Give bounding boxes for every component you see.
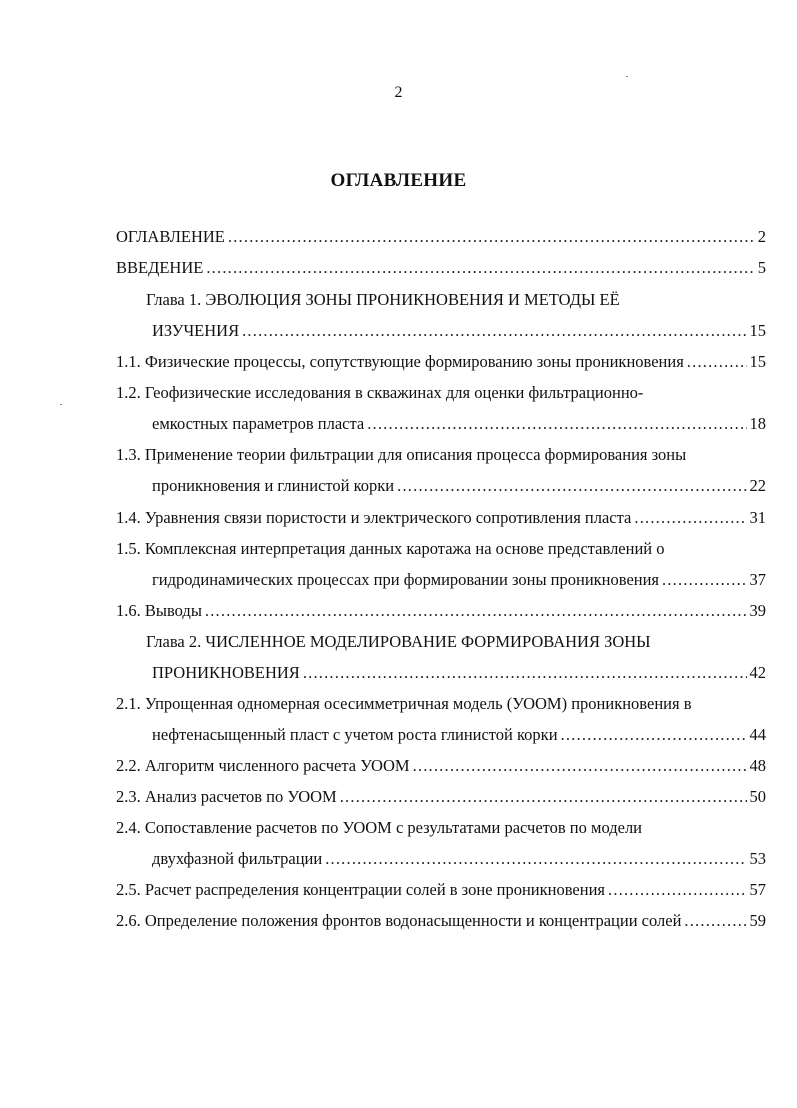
toc-entry[interactable] <box>152 569 766 591</box>
toc-entry-page: 48 <box>749 756 766 775</box>
toc-entry-page: 15 <box>749 321 766 340</box>
leader-dots <box>242 320 746 342</box>
toc-entry[interactable] <box>116 879 766 901</box>
toc-entry-title: 2.5. Расчет распределения концентрации солей в зоне проникновения <box>116 880 605 899</box>
leader-dots <box>687 351 747 373</box>
toc-entry-title: ВВЕДЕНИЕ <box>116 258 204 277</box>
toc-entry[interactable] <box>152 662 766 684</box>
toc-entry-page: 57 <box>749 880 766 899</box>
toc-entry-page: 2 <box>757 227 766 246</box>
toc-entry-first-line[interactable]: 2.4. Сопоставление расчетов по УООМ с результатами расчетов по модели <box>116 818 643 837</box>
toc-entry[interactable] <box>152 724 766 746</box>
scan-speck <box>60 404 62 405</box>
leader-dots <box>413 755 747 777</box>
toc-entry-title: 1.4. Уравнения связи пористости и электрического сопротивления пласта <box>116 508 632 527</box>
page-number: 2 <box>394 84 403 101</box>
toc-entry-page: 15 <box>749 352 766 371</box>
toc-entry-title: емкостных параметров пласта <box>152 414 365 433</box>
scan-speck <box>626 76 628 77</box>
leader-dots <box>228 226 755 248</box>
toc-entry-first-line[interactable]: 1.3. Применение теории фильтрации для описания процесса формирования зоны <box>116 445 687 464</box>
toc-entry[interactable] <box>152 320 766 342</box>
toc-entry-page: 59 <box>749 911 766 930</box>
toc-entry[interactable] <box>116 507 766 529</box>
leader-dots <box>608 879 747 901</box>
toc-entry-page: 44 <box>749 725 766 744</box>
toc-entry[interactable] <box>116 910 766 932</box>
page-title: ОГЛАВЛЕНИЕ <box>330 170 467 191</box>
toc-entry-first-line[interactable]: 1.5. Комплексная интерпретация данных каротажа на основе представлений о <box>116 539 665 558</box>
leader-dots <box>684 910 746 932</box>
toc-entry-page: 37 <box>749 570 766 589</box>
leader-dots <box>397 475 746 497</box>
toc-entry[interactable] <box>152 413 766 435</box>
toc-entry-title: 1.6. Выводы <box>116 601 202 620</box>
toc-entry-page: 53 <box>749 849 766 868</box>
toc-entry[interactable] <box>116 600 766 622</box>
toc-entry[interactable] <box>116 755 766 777</box>
toc-entry-title: 1.1. Физические процессы, сопутствующие формированию зоны проникновения <box>116 352 684 371</box>
toc-entry[interactable] <box>116 786 766 808</box>
leader-dots <box>206 257 754 279</box>
toc-entry-title: проникновения и глинистой корки <box>152 476 395 495</box>
toc-entry-page: 5 <box>757 258 766 277</box>
leader-dots <box>634 507 746 529</box>
toc-entry[interactable] <box>152 475 766 497</box>
toc-entry-first-line[interactable]: 1.2. Геофизические исследования в скважинах для оценки фильтрационно- <box>116 383 644 402</box>
toc-entry-title: 2.2. Алгоритм численного расчета УООМ <box>116 756 410 775</box>
toc-entry-title: ОГЛАВЛЕНИЕ <box>116 227 225 246</box>
toc-entry[interactable] <box>116 257 766 279</box>
toc-entry-title: 2.6. Определение положения фронтов водонасыщенности и концентрации солей <box>116 911 682 930</box>
leader-dots <box>205 600 747 622</box>
leader-dots <box>662 569 746 591</box>
toc-chapter-heading[interactable]: Глава 2. ЧИСЛЕННОЕ МОДЕЛИРОВАНИЕ ФОРМИРОВАНИЯ ЗОНЫ <box>146 632 651 651</box>
toc-entry-page: 22 <box>749 476 766 495</box>
toc-entry-page: 18 <box>749 414 766 433</box>
toc-entry-page: 31 <box>749 508 766 527</box>
toc-entry-title: гидродинамических процессах при формировании зоны проникновения <box>152 570 660 589</box>
leader-dots <box>561 724 747 746</box>
leader-dots <box>325 848 746 870</box>
toc-entry-title: 2.3. Анализ расчетов по УООМ <box>116 787 337 806</box>
leader-dots <box>367 413 746 435</box>
toc-entry-title: двухфазной фильтрации <box>152 849 323 868</box>
toc-entry-page: 50 <box>749 787 766 806</box>
toc-entry-title: нефтенасыщенный пласт с учетом роста глинистой корки <box>152 725 558 744</box>
toc-entry-first-line[interactable]: 2.1. Упрощенная одномерная осесимметричная модель (УООМ) проникновения в <box>116 694 692 713</box>
toc-entry[interactable] <box>116 226 766 248</box>
toc-entry-title: ИЗУЧЕНИЯ <box>152 321 240 340</box>
toc-entry[interactable] <box>116 351 766 373</box>
toc-entry[interactable] <box>152 848 766 870</box>
leader-dots <box>340 786 747 808</box>
toc-entry-page: 42 <box>749 663 766 682</box>
toc-entry-page: 39 <box>749 601 766 620</box>
toc-entry-title: ПРОНИКНОВЕНИЯ <box>152 663 300 682</box>
toc-chapter-heading[interactable]: Глава 1. ЭВОЛЮЦИЯ ЗОНЫ ПРОНИКНОВЕНИЯ И МЕТОДЫ ЕЁ <box>146 290 620 309</box>
leader-dots <box>303 662 747 684</box>
